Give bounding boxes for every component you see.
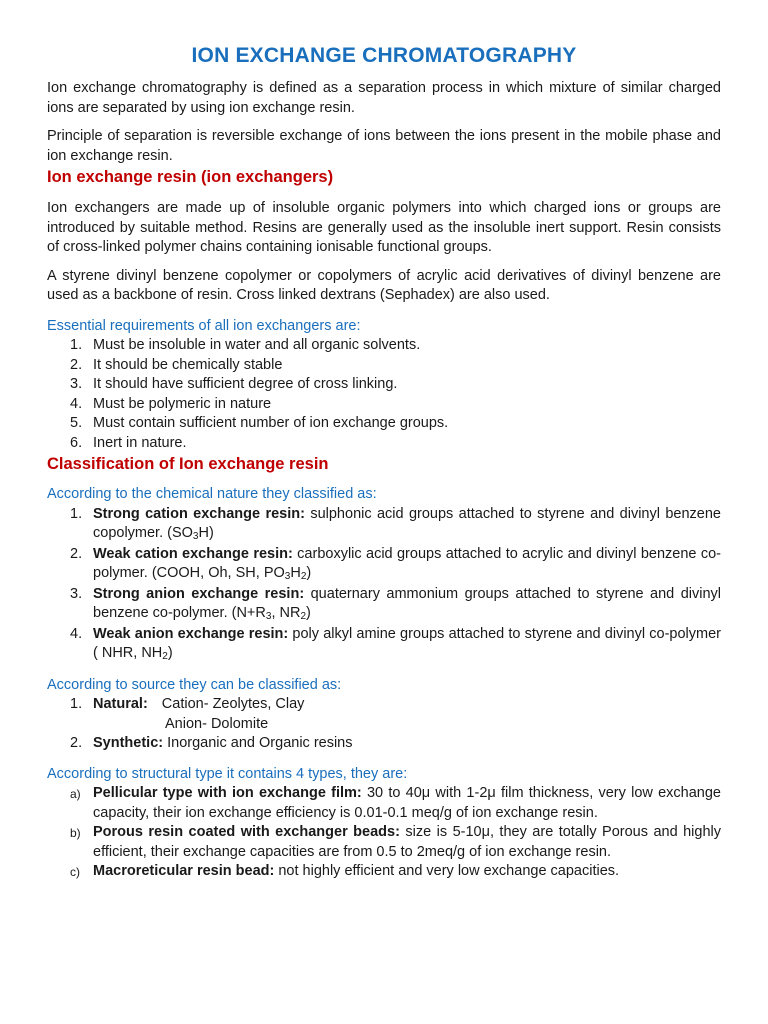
list-item — [47, 545, 721, 585]
list-number: 1. — [70, 337, 83, 353]
list-term: Strong cation exchange resin: — [93, 505, 305, 522]
chemical-nature-list — [47, 505, 721, 665]
requirements-subheading: Essential requirements of all ion exchangers are: — [47, 317, 361, 334]
list-text: sulphonic acid groups attached to styrene and divinyl benzene copolymer. (SO — [93, 505, 721, 541]
list-number: 2. — [70, 735, 83, 751]
list-item — [47, 823, 721, 862]
section-heading-resin: Ion exchange resin (ion exchangers) — [47, 168, 334, 186]
subscript: 3 — [284, 571, 291, 582]
list-term: Weak anion exchange resin: — [93, 625, 289, 642]
list-text: carboxylic acid groups attached to acrylic and divinyl benzene co-polymer. (COOH, Oh, SH, PO — [93, 545, 721, 581]
subscript: 2 — [162, 651, 168, 662]
subscript: 3 — [265, 611, 272, 622]
structural-list — [47, 784, 721, 882]
natural-cation: Cation- Zeolytes, Clay — [161, 696, 305, 712]
list-number: 3. — [70, 585, 83, 602]
list-text: It should be chemically stable — [93, 356, 283, 373]
list-term: Natural: — [93, 696, 148, 712]
requirements-list — [47, 336, 721, 453]
list-term: Porous resin coated with exchanger beads: — [93, 824, 400, 840]
list-text-tail: ) — [167, 645, 173, 661]
resin-paragraph-2: A styrene divinyl benzene copolymer or copolymers of acrylic acid derivatives of divinyl benzene are used as a backbone of resin. Cross linked dextrans (Sephadex) are also used. — [47, 267, 721, 303]
list-text-tail: H) — [198, 525, 214, 541]
list-text-tail: ) — [306, 565, 312, 581]
chemical-nature-subheading: According to the chemical nature they classified as: — [47, 486, 377, 502]
source-subheading: According to source they can be classified as: — [47, 676, 342, 693]
list-item — [47, 862, 721, 882]
subscript: 2 — [300, 611, 306, 622]
list-item — [47, 734, 721, 754]
list-text-tail: ) — [306, 605, 311, 621]
section-heading-classification: Classification of Ion exchange resin — [47, 455, 329, 473]
list-item — [47, 505, 721, 545]
list-text: Inert in nature. — [93, 434, 187, 451]
list-term: Weak cation exchange resin: — [93, 545, 293, 562]
list-letter: b) — [70, 826, 81, 840]
list-number: 5. — [70, 415, 83, 431]
list-item — [47, 434, 721, 454]
structural-subheading: According to structural type it contains 4 types, they are: — [47, 765, 408, 782]
list-term: Synthetic: — [93, 735, 164, 751]
list-item — [47, 414, 721, 434]
page-title: ION EXCHANGE CHROMATOGRAPHY — [191, 44, 577, 67]
list-text: Must contain sufficient number of ion exchange groups. — [93, 415, 449, 431]
list-text: quaternary ammonium groups attached to styrene and divinyl benzene co-polymer. (N+R — [93, 585, 722, 621]
list-term: Strong anion exchange resin: — [93, 585, 305, 602]
subscript: 3 — [192, 531, 199, 542]
subscript: 2 — [300, 571, 307, 582]
list-term: Macroreticular resin bead: — [93, 863, 275, 879]
definition-paragraph: Ion exchange chromatography is defined as a separation process in which mixture of similar charged ions are separated by using ion exchange resin. — [47, 80, 721, 116]
list-item — [47, 625, 721, 665]
list-number: 1. — [70, 505, 83, 522]
list-text: It should have sufficient degree of cross linking. — [93, 376, 398, 392]
list-item — [47, 395, 721, 415]
list-number: 2. — [70, 356, 83, 373]
list-item — [47, 784, 721, 823]
list-text: Must be polymeric in nature — [93, 395, 272, 412]
list-letter: c) — [70, 865, 80, 879]
list-text: 30 to 40μ with 1-2μ film thickness, very low exchange capacity, their ion exchange efficiency is 0.01-0.1 meq/g of ion exchange resin. — [93, 785, 721, 821]
list-item — [47, 336, 721, 356]
list-number: 3. — [70, 376, 83, 392]
list-number: 6. — [70, 434, 83, 451]
natural-anion: Anion- Dolomite — [165, 715, 269, 732]
list-item — [47, 375, 721, 395]
principle-paragraph: Principle of separation is reversible exchange of ions between the ions present in the mobile phase and ion exchange resin. — [47, 128, 721, 164]
list-item — [47, 695, 721, 734]
list-text: not highly efficient and very low exchange capacities. — [274, 863, 620, 879]
source-list — [47, 695, 721, 754]
list-number: 4. — [70, 395, 83, 412]
list-number: 4. — [70, 625, 83, 642]
list-term: Pellicular type with ion exchange film: — [93, 785, 362, 801]
list-number: 2. — [70, 545, 83, 562]
list-text: size is 5-10μ, they are totally Porous and highly efficient, their exchange capacities are from 0.5 to 2meq/g of ion exchange resin. — [93, 824, 722, 860]
list-text: Inorganic and Organic resins — [163, 735, 353, 751]
list-letter: a) — [70, 787, 81, 801]
list-text-tail: , NR — [271, 605, 301, 621]
list-text: poly alkyl amine groups attached to styrene and divinyl co-polymer ( NHR, NH — [93, 625, 721, 661]
natural-line — [93, 695, 721, 715]
list-text-tail: H — [290, 565, 301, 581]
list-number: 1. — [70, 696, 83, 712]
list-text: Must be insoluble in water and all organic solvents. — [93, 337, 421, 353]
list-item — [47, 585, 721, 625]
resin-paragraph-1: Ion exchangers are made up of insoluble organic polymers into which charged ions or groups are introduced by suitable method. Resins are generally used as the insoluble inert support. Resin consists of cross-linked polymer chains containing ionisable functional groups. — [47, 200, 721, 255]
list-item — [47, 356, 721, 376]
